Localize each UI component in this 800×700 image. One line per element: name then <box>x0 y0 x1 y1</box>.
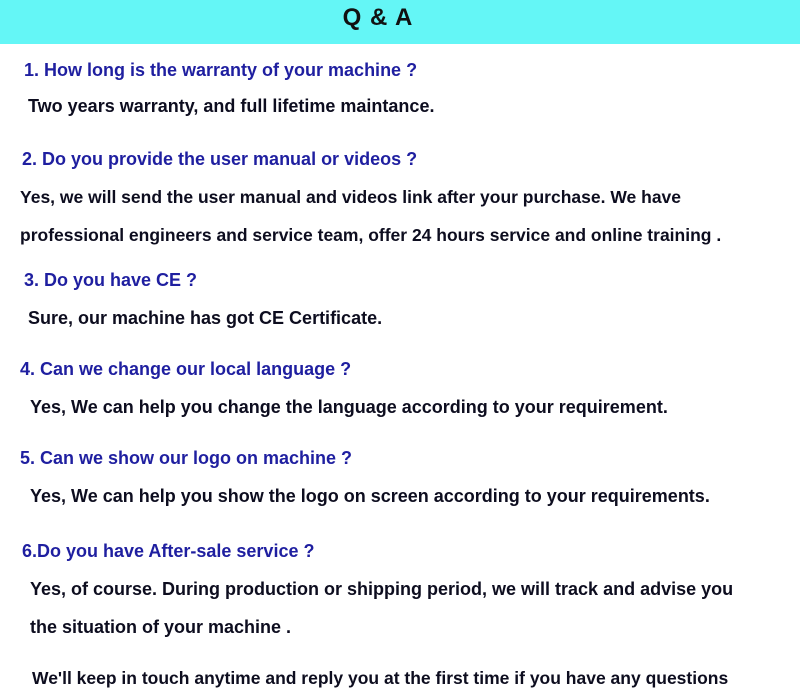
closing-note: We'll keep in touch anytime and reply you at the first time if you have any questions <box>32 668 729 688</box>
faq-question-5: 5. Can we show our logo on machine ? <box>20 448 353 468</box>
faq-question-1: 1. How long is the warranty of your machine ? <box>24 60 418 80</box>
header-banner <box>0 0 800 44</box>
faq-answer-2-line-1: Yes, we will send the user manual and videos link after your purchase. We have <box>20 187 682 207</box>
faq-question-3: 3. Do you have CE ? <box>24 270 198 290</box>
page-title: Q & A <box>342 4 414 31</box>
faq-answer-1: Two years warranty, and full lifetime maintance. <box>28 96 435 116</box>
faq-question-6: 6.Do you have After-sale service ? <box>22 541 315 561</box>
faq-answer-5: Yes, We can help you show the logo on screen according to your requirements. <box>30 486 710 506</box>
faq-question-2: 2. Do you provide the user manual or videos ? <box>22 149 418 169</box>
faq-answer-3: Sure, our machine has got CE Certificate. <box>28 308 383 328</box>
faq-answer-6-line-2: the situation of your machine . <box>30 617 292 637</box>
faq-question-4: 4. Can we change our local language ? <box>20 359 352 379</box>
faq-answer-4: Yes, We can help you change the language according to your requirement. <box>30 397 668 417</box>
faq-answer-2-line-2: professional engineers and service team, offer 24 hours service and online training . <box>20 225 722 245</box>
faq-answer-6-line-1: Yes, of course. During production or shipping period, we will track and advise you <box>30 579 734 599</box>
